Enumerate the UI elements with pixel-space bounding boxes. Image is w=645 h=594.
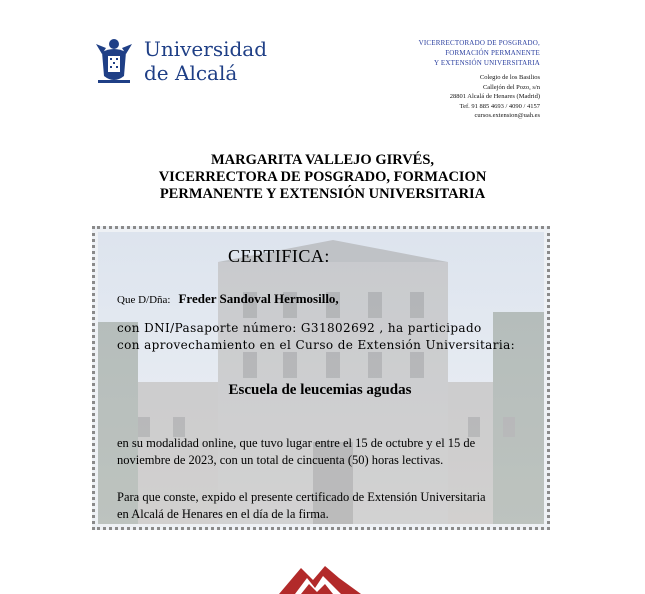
- university-name-line1: Universidad: [144, 37, 268, 61]
- dni-paragraph: [117, 320, 527, 354]
- address-block: [400, 73, 540, 121]
- vicerrectorado-line: Y EXTENSIÓN UNIVERSITARIA: [433, 59, 540, 67]
- address-line: Tef. 91 885 4693 / 4090 / 4157: [459, 102, 540, 110]
- university-crest-icon: [92, 36, 136, 86]
- addressee-label: Que D/Dña:: [117, 294, 171, 306]
- certificate-frame: [92, 226, 550, 530]
- modality-paragraph: [117, 435, 537, 469]
- certifica-heading: CERTIFICA:: [228, 246, 330, 266]
- dni-line: con DNI/Pasaporte número: G31802692 , ha participado: [117, 321, 482, 335]
- modality-line: en su modalidad online, que tuvo lugar entre el 15 de octubre y el 15 de: [117, 436, 476, 450]
- signer-line: MARGARITA VALLEJO GIRVÉS,: [210, 152, 435, 168]
- dni-line: con aprovechamiento en el Curso de Extensión Universitaria:: [117, 338, 516, 352]
- university-logo: [92, 36, 268, 88]
- course-title: Escuela de leucemias agudas: [228, 382, 412, 398]
- address-line: Callejón del Pozo, s/n: [482, 83, 540, 91]
- vicerrectorado-header: [400, 38, 540, 68]
- building-background-image: [98, 232, 544, 524]
- signer-title: [120, 152, 525, 203]
- closing-paragraph: [117, 489, 537, 523]
- bottom-emblem-icon: [279, 562, 361, 594]
- signer-line: VICERRECTORA DE POSGRADO, FORMACION: [158, 169, 487, 185]
- vicerrectorado-line: VICERRECTORADO DE POSGRADO,: [418, 39, 540, 47]
- addressee-name: Freder Sandoval Hermosillo,: [178, 291, 339, 306]
- address-email: cursos.extension@uah.es: [474, 112, 540, 119]
- addressee: [117, 290, 339, 308]
- university-name-line2: de Alcalá: [144, 61, 238, 85]
- signer-line: PERMANENTE Y EXTENSIÓN UNIVERSITARIA: [159, 186, 486, 202]
- address-line: 28801 Alcalá de Henares (Madrid): [449, 93, 540, 100]
- modality-line: noviembre de 2023, con un total de cincuenta (50) horas lectivas.: [117, 453, 444, 467]
- vicerrectorado-line: FORMACIÓN PERMANENTE: [445, 49, 540, 57]
- closing-line: en Alcalá de Henares en el día de la firma.: [117, 507, 329, 521]
- closing-line: Para que conste, expido el presente certificado de Extensión Universitaria: [117, 490, 486, 504]
- address-line: Colegio de los Basilios: [479, 74, 540, 81]
